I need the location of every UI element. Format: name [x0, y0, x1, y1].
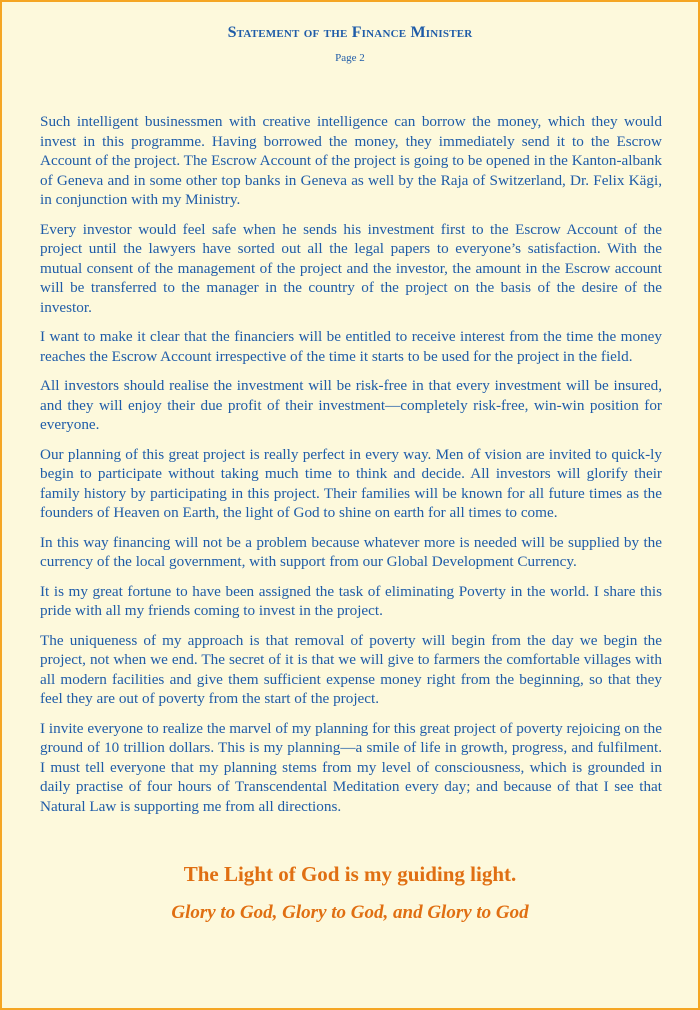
document-page: [2, 2, 698, 1008]
paragraph: In this way financing will not be a problem because whatever more is needed will be supplied by the currency of the local government, with support from our Global Development Currency.: [40, 533, 662, 570]
statement-body: [40, 112, 662, 826]
paragraph: The uniqueness of my approach is that removal of poverty will begin from the day we begin the project, not when we end. The secret of it is that we will give to farmers the comfortable villages with all modern facilities and give them sufficient expense money right from the beginning, so that they feel they are out of poverty from the start of the project.: [40, 631, 662, 707]
paragraph: All investors should realise the investment will be risk-free in that every investment will be insured, and they will enjoy their due profit of their investment—completely risk-free, win-win position for everyone.: [40, 377, 662, 433]
paragraph: Such intelligent businessmen with creative intelligence can borrow the money, which they would invest in this programme. Having borrowed the money, they immediately send it to the Escrow Account of the project. The Escrow Account of the project is going to be opened in the Kanton-albank of Geneva and in some other top banks in Geneva as well by the Raja of Switzerland, Dr. Felix Kägi, in conjunction with my Ministry.: [40, 113, 662, 208]
page-number: Page 2: [335, 52, 365, 64]
closing-glory-line: Glory to God, Glory to God, and Glory to God: [171, 902, 529, 923]
page-title: Statement of the Finance Minister: [227, 24, 473, 41]
paragraph: It is my great fortune to have been assigned the task of eliminating Poverty in the world. I share this pride with all my friends coming to invest in the project.: [40, 582, 662, 619]
closing-guiding-light: The Light of God is my guiding light.: [183, 862, 517, 886]
paragraph: Every investor would feel safe when he sends his investment first to the Escrow Account of the project until the lawyers have sorted out all the legal papers to everyone’s satisfaction. With the mutual consent of the management of the project and the investor, the amount in the Escrow account will be transferred to the manager in the country of the project on the basis of the desire of the investor.: [40, 220, 662, 316]
paragraph: I want to make it clear that the financiers will be entitled to receive interest from the time the money reaches the Escrow Account irrespective of the time it starts to be used for the project in the field.: [40, 328, 662, 365]
paragraph: Our planning of this great project is really perfect in every way. Men of vision are invited to quick-ly begin to participate without taking much time to think and decide. All investors will glorify their family history by participating in this project. Their families will be known for all future times as the founders of Heaven on Earth, the light of God to shine on earth for all times to come.: [40, 445, 662, 521]
paragraph: I invite everyone to realize the marvel of my planning for this great project of poverty rejoicing on the ground of 10 trillion dollars. This is my planning—a smile of life in growth, progress, and fulfilment. I must tell everyone that my planning stems from my level of consciousness, which is grounded in daily practise of four hours of Transcendental Meditation every day; and because of that I see that Natural Law is supporting me from all directions.: [40, 719, 662, 815]
